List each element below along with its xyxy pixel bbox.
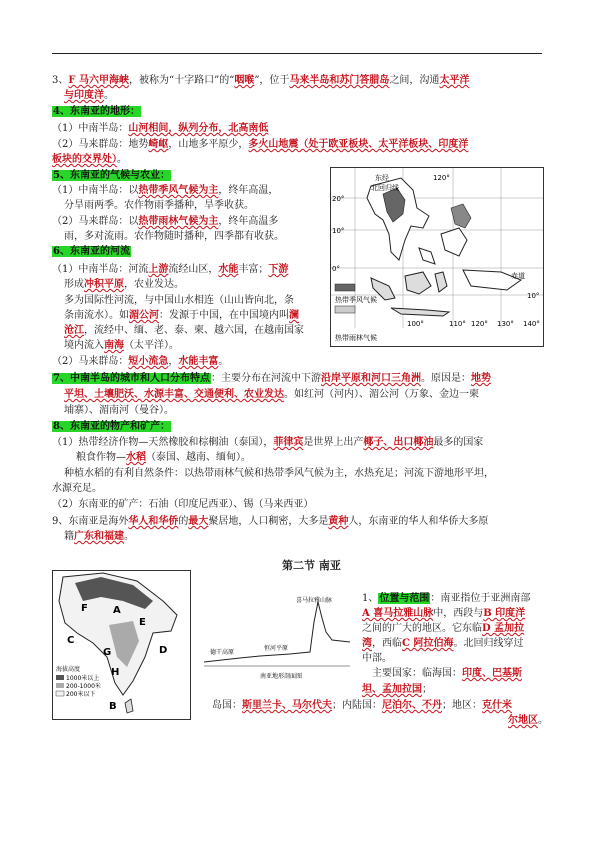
sa-legend-1: 1000米以上 <box>66 675 100 682</box>
profile-svg <box>200 592 355 682</box>
sa-map-label-A: A <box>113 605 121 616</box>
line-s8-1: （1）热带经济作物—天然橡胶和棕榈油（泰国），菲律宾是世界上出产椰子、出口椰油最多的国家 <box>52 437 484 448</box>
legend-rainforest-swatch <box>335 306 355 313</box>
line-s7-3: 埔寨）、湄南河（曼谷）。 <box>64 405 174 416</box>
line-s6-6: 境内流入南海（太平洋）。 <box>64 340 179 351</box>
line-s6-3: 多为国际性河流，与中国山水相连（山山皆向北，条 <box>64 295 294 306</box>
profile-label-plateau: 德干高原 <box>210 649 235 656</box>
sa-map-label-D: D <box>159 645 168 656</box>
sea-map-label-110: 110° <box>449 320 466 328</box>
line-sa-7: 坦、孟加拉国； <box>362 684 432 695</box>
sea-map-label-tropic: 北回归线 <box>371 184 399 192</box>
sea-map-label-0: 0° <box>332 265 340 273</box>
sa-map-label-E: E <box>139 617 146 628</box>
section-title: 第二节 南亚 <box>282 559 341 572</box>
southeast-asia-climate-map <box>330 167 544 347</box>
line-s5-4: 雨，多对流雨。农作物随时播种，四季都有收获。 <box>64 231 284 242</box>
line-sa-5: 中部。 <box>362 653 392 664</box>
profile-label-plain: 恒河平原 <box>264 645 289 652</box>
line-s8-3: 种植水稻的有利自然条件：以热带雨林气候和热带季风气候为主，水热充足；河流下游地形平坦， <box>64 468 494 479</box>
line-s6-5: 沧江，流经中、缅、老、泰、柬、越六国，在越南国家 <box>64 325 304 336</box>
sa-map-label-F: F <box>81 603 88 614</box>
line-s8-4: 水源充足。 <box>52 483 102 494</box>
line-s4-1: （1）中南半岛：山河相间，纵列分布，北高南低 <box>52 123 269 134</box>
heading-climate: 5、东南亚的气候与农业： <box>53 170 170 181</box>
heading-terrain: 4、东南亚的地形： <box>53 106 140 117</box>
legend-monsoon-label: 热带季风气候 <box>335 296 377 304</box>
line-s7-1: 7、中南半岛的城市和人口分布特点：主要分布在河流中下游沿岸平原和河口三角洲。原因是：地势 <box>53 373 491 384</box>
sea-map-label-20: 20° <box>332 195 345 203</box>
sea-map-label-100: 100° <box>407 320 424 328</box>
line-sa-4: 湾，西临C 阿拉伯海。北回归线穿过 <box>362 638 524 649</box>
sea-map-label-10: 10° <box>332 227 345 235</box>
heading-products: 8、东南亚的物产和矿产： <box>53 421 170 432</box>
terrain-profile <box>200 592 355 682</box>
sea-map-label-140: 140° <box>523 320 540 328</box>
line-s5-3: （2）马来群岛：以热带雨林气候为主，终年高温多 <box>52 216 279 227</box>
sea-map-label-east: 东经 <box>375 174 389 182</box>
line-sa-1: 1、位置与范围：南亚指位于亚洲南部 <box>362 593 531 604</box>
sea-map-label-10s: 10° <box>527 292 540 300</box>
sa-map-svg <box>53 571 190 719</box>
line-sa-6: 主要国家：临海国：印度、巴基斯 <box>372 668 522 679</box>
sa-map-label-C: C <box>67 635 75 646</box>
profile-caption: 南亚地形剖面图 <box>260 673 303 680</box>
sa-legend-2: 200-1000米 <box>66 683 101 690</box>
sa-legend-swatch-1 <box>56 675 64 680</box>
line-s6-7: （2）马来群岛：短小流急，水能丰富。 <box>52 356 229 367</box>
line-s6-4: 条南流水）。如湄公河：发源于中国，在中国境内叫澜 <box>64 310 299 321</box>
profile-label-peak: 喜马拉雅山脉 <box>296 597 333 604</box>
line-s5-1: （1）中南半岛：以热带季风气候为主，终年高温， <box>52 185 279 196</box>
heading-rivers: 6、东南亚的河流 <box>53 246 130 257</box>
line-s4-3: 板块的交界处）。 <box>52 154 127 165</box>
sa-map-label-B: B <box>109 701 117 712</box>
sea-map-svg <box>331 168 543 346</box>
line-sa-3: 之间的广大的地区。它东临D 孟加拉 <box>362 623 525 634</box>
sea-map-label-130: 130° <box>497 320 514 328</box>
legend-rainforest-label: 热带雨林气候 <box>335 334 377 342</box>
sa-legend-swatch-3 <box>56 691 64 696</box>
line-s3-2: 与印度洋。 <box>64 90 114 101</box>
line-s9-2: 籍广东和福建。 <box>64 531 134 542</box>
sa-legend-title: 海拔高度 <box>56 666 81 673</box>
sa-map-label-H: H <box>111 667 120 678</box>
line-s7-2: 平坦、土壤肥沃、水源丰富、交通便利、农业发达。如红河（河内）、湄公河（万象、金边一柬 <box>64 389 479 400</box>
line-s9-1: 9、东南亚是海外华人和华侨的最大聚居地，人口稠密，大多是黄种人，东南亚的华人和华侨大多原 <box>52 516 489 527</box>
line-sa-2: A 喜马拉雅山脉中，西段与B 印度洋 <box>362 608 526 619</box>
sa-legend-swatch-2 <box>56 683 64 688</box>
line-s8-5: （2）东南亚的矿产：石油（印度尼西亚）、锡（马来西亚） <box>52 499 314 510</box>
sea-map-label-equator: 赤道 <box>511 272 525 280</box>
line-sa-8: 岛国：斯里兰卡、马尔代夫；内陆国：尼泊尔、不丹；地区：克什米 <box>212 700 512 711</box>
line-sa-9: 尔地区。 <box>508 715 548 726</box>
sa-map-label-G: G <box>103 647 112 658</box>
line-s5-2: 分旱雨两季。农作物雨季播种，旱季收获。 <box>64 200 254 211</box>
sea-map-label-120: 120° <box>433 174 450 182</box>
line-s8-2: 粮食作物—水稻（泰国、越南、缅甸）。 <box>76 452 251 463</box>
line-s6-1: （1）中南半岛：河流上游流经山区，水能丰富；下游 <box>52 264 289 275</box>
header-rule <box>52 53 542 54</box>
line-s4-2: （2）马来群岛：地势崎岖，山地多平原少，多火山地震（处于欧亚板块、太平洋板块、印度洋 <box>52 139 469 150</box>
line-s3-1: 3、F 马六甲海峡，被称为“十字路口”的“咽喉”，位于马来半岛和苏门答腊岛之间，沟通太平洋 <box>52 75 470 86</box>
sea-map-label-120b: 120° <box>471 320 488 328</box>
south-asia-map <box>52 570 191 720</box>
legend-monsoon-swatch <box>335 284 355 291</box>
line-s6-2: 形成冲积平原，农业发达。 <box>64 279 184 290</box>
sa-legend-3: 200米以下 <box>66 691 96 698</box>
